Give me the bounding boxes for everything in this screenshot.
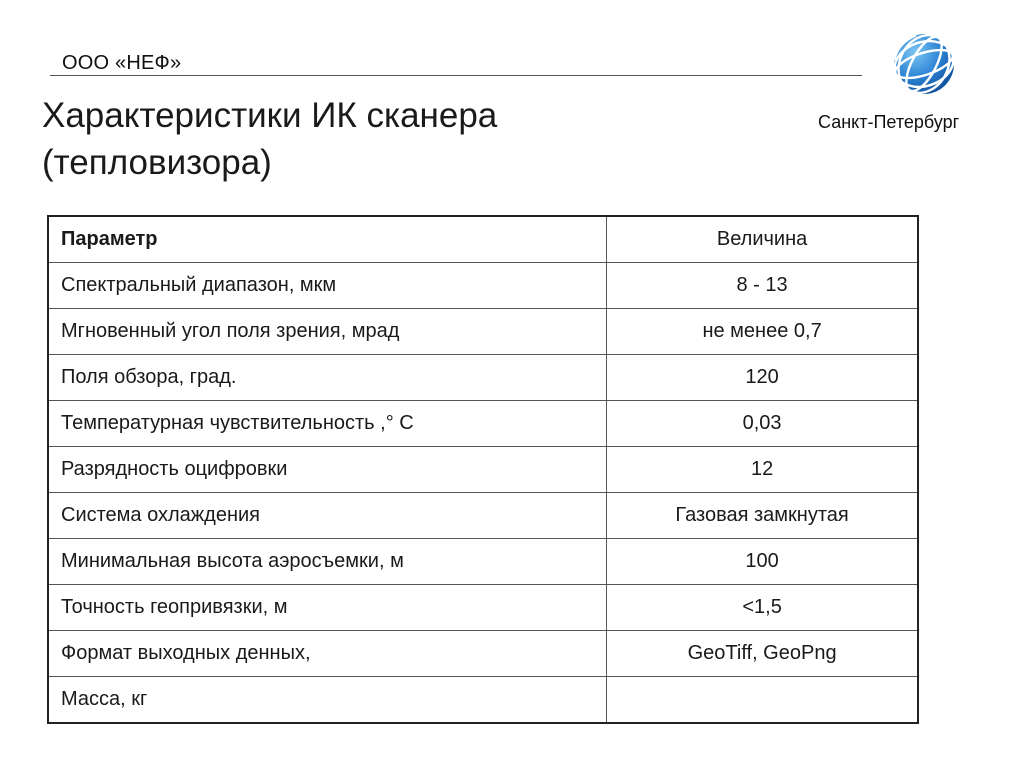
page-title	[42, 92, 497, 186]
parameter-cell: Поля обзора, град.	[48, 355, 607, 401]
table-header-row	[48, 216, 918, 263]
parameter-cell: Система охлаждения	[48, 493, 607, 539]
value-cell: 0,03	[607, 401, 918, 447]
parameters-table	[47, 215, 919, 724]
parameter-cell: Масса, кг	[48, 677, 607, 724]
city-label: Санкт-Петербург	[818, 112, 960, 132]
table-row	[48, 539, 918, 585]
parameter-cell: Температурная чувствительность ,° С	[48, 401, 607, 447]
value-cell: Газовая замкнутая	[607, 493, 918, 539]
parameter-cell: Точность геопривязки, м	[48, 585, 607, 631]
table-row	[48, 493, 918, 539]
table-row	[48, 401, 918, 447]
column-header-parameter: Параметр	[48, 216, 607, 263]
value-cell: <1,5	[607, 585, 918, 631]
table-row	[48, 263, 918, 309]
header-divider	[50, 75, 862, 76]
title-line-2: (тепловизора)	[42, 143, 272, 182]
parameter-cell: Минимальная высота аэросъемки, м	[48, 539, 607, 585]
table-row	[48, 677, 918, 724]
value-cell: 120	[607, 355, 918, 401]
value-cell: GeoTiff, GeoPng	[607, 631, 918, 677]
parameter-cell: Спектральный диапазон, мкм	[48, 263, 607, 309]
table-row	[48, 309, 918, 355]
title-line-1: Характеристики ИК сканера	[42, 96, 498, 135]
value-cell: не менее 0,7	[607, 309, 918, 355]
company-name: ООО «НЕФ»	[62, 52, 182, 74]
globe-icon	[888, 30, 956, 98]
column-header-value: Величина	[607, 216, 918, 263]
value-cell: 8 - 13	[607, 263, 918, 309]
table-row	[48, 447, 918, 493]
parameter-cell: Разрядность оцифровки	[48, 447, 607, 493]
table-row	[48, 355, 918, 401]
table-row	[48, 585, 918, 631]
value-cell: 12	[607, 447, 918, 493]
value-cell	[607, 677, 918, 724]
parameter-cell: Мгновенный угол поля зрения, мрад	[48, 309, 607, 355]
parameter-cell: Формат выходных денных,	[48, 631, 607, 677]
value-cell: 100	[607, 539, 918, 585]
table-row	[48, 631, 918, 677]
